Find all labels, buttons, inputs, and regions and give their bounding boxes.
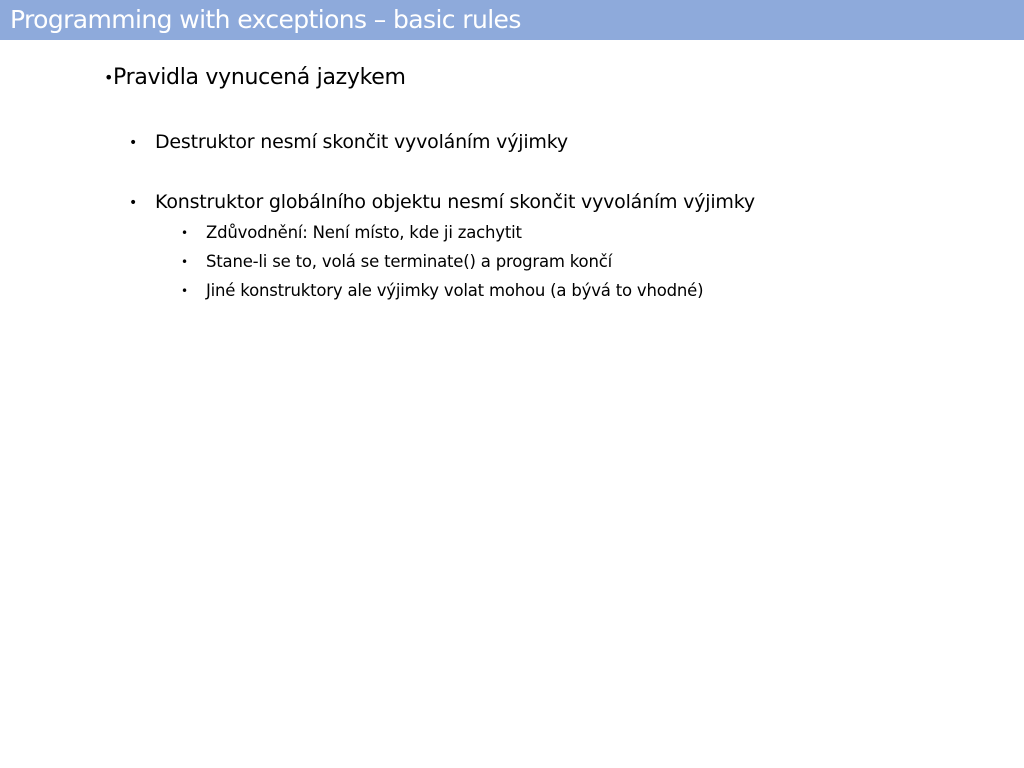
bullet-level3-text: Stane-li se to, volá se terminate() a program končí — [206, 252, 612, 271]
slide-title: Programming with exceptions – basic rules — [10, 5, 521, 34]
title-bar — [0, 0, 1024, 40]
bullet-marker: • — [104, 68, 114, 87]
bullet-marker: • — [129, 195, 138, 211]
bullet-marker: • — [129, 135, 138, 151]
bullet-level3-text: Zdůvodnění: Není místo, kde ji zachytit — [206, 223, 522, 242]
bullet-level3-text: Jiné konstruktory ale výjimky volat mohou (a bývá to vhodné) — [206, 281, 704, 300]
bullet-level2-text: Destruktor nesmí skončit vyvoláním výjimky — [155, 131, 568, 153]
bullet-level1-text: Pravidla vynucená jazykem — [113, 65, 406, 90]
bullet-marker: • — [181, 226, 189, 240]
bullet-level2-text: Konstruktor globálního objektu nesmí skončit vyvoláním výjimky — [155, 191, 755, 213]
bullet-marker: • — [181, 284, 189, 298]
bullet-marker: • — [181, 255, 189, 269]
